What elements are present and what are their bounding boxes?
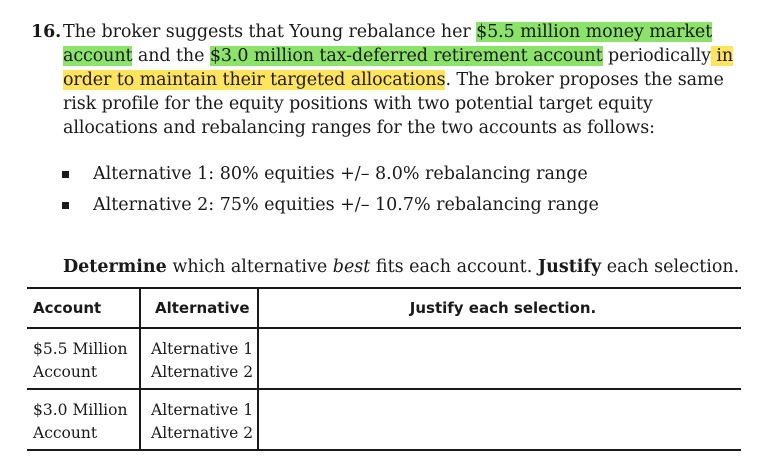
highlighted-text-green: $5.5 million money market account (63, 22, 713, 66)
question-text-segment: The broker suggests that Young rebalance her (63, 22, 477, 42)
question-number: 16. (31, 22, 62, 42)
alternative-cell[interactable] (140, 328, 258, 389)
account-amount: $3.0 Million (33, 401, 128, 419)
account-word: Account (33, 363, 98, 381)
question-text-segment: . The broker proposes the same risk profile for the equity positions with two potential target equity allocations and rebalancing ranges for the two accounts as follows: (63, 70, 724, 138)
header-alternative: Alternative (140, 288, 258, 328)
header-account: Account (27, 288, 140, 328)
bullet-square-icon (62, 202, 69, 209)
alternatives-list (62, 159, 599, 221)
instruction-emphasis: best (332, 257, 371, 277)
justification-cell[interactable] (258, 389, 741, 450)
highlighted-text-yellow: in order to maintain their targeted allocations (63, 46, 734, 90)
account-amount: $5.5 Million (33, 340, 128, 358)
list-item (62, 159, 599, 190)
question-text-segment: periodically (602, 46, 711, 66)
table-header-row (27, 288, 741, 328)
alternative-1-text: Alternative 1: 80% equities +/– 8.0% rebalancing range (93, 164, 588, 184)
instruction-verb-justify: Justify (537, 257, 602, 277)
alternative-option-2[interactable]: Alternative 2 (151, 424, 254, 442)
account-word: Account (33, 424, 98, 442)
account-cell (27, 328, 140, 389)
header-justification: Justify each selection. (258, 288, 741, 328)
bullet-square-icon (62, 171, 69, 178)
list-item (62, 190, 599, 221)
alternative-2-text: Alternative 2: 75% equities +/– 10.7% rebalancing range (93, 195, 599, 215)
instruction-text: each selection. (601, 257, 740, 277)
instruction-line (63, 255, 739, 279)
instruction-verb-determine: Determine (63, 257, 167, 277)
account-cell (27, 389, 140, 450)
justification-cell[interactable] (258, 328, 741, 389)
answer-table (27, 287, 741, 451)
alternative-option-1[interactable]: Alternative 1 (151, 401, 254, 419)
alternative-option-2[interactable]: Alternative 2 (151, 363, 254, 381)
highlighted-text-green: $3.0 million tax-deferred retirement account (209, 46, 603, 66)
alternative-cell[interactable] (140, 389, 258, 450)
instruction-text: fits each account. (370, 257, 538, 277)
instruction-text: which alternative (166, 257, 333, 277)
table-row (27, 328, 741, 389)
table-row (27, 389, 741, 450)
question-block (22, 20, 752, 140)
alternative-option-1[interactable]: Alternative 1 (151, 340, 254, 358)
question-text-segment: and the (132, 46, 210, 66)
question-text (63, 20, 752, 140)
